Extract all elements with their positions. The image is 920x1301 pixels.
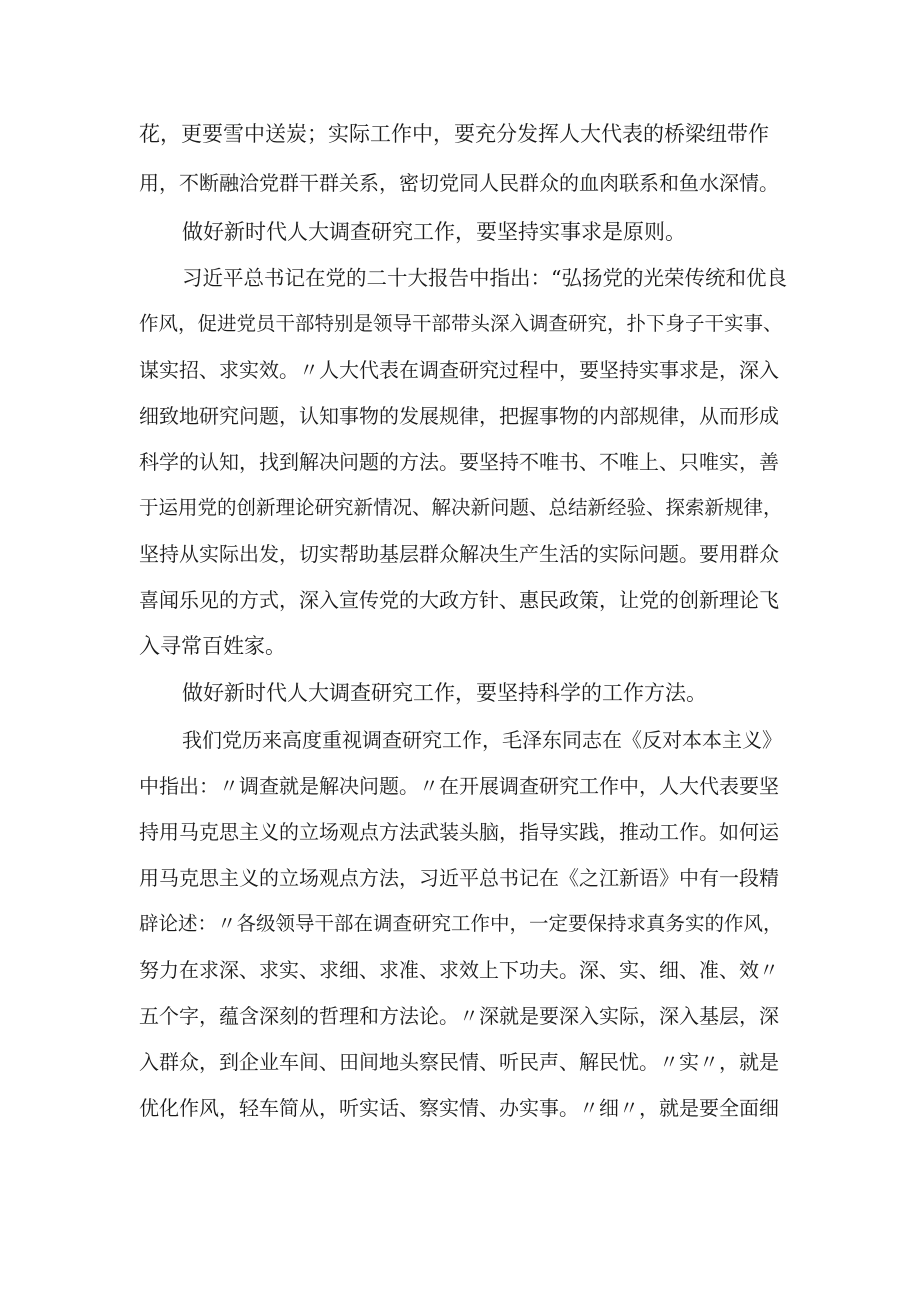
text-line: 努力在求深、求实、求细、求准、求效上下功夫。深、实、细、准、效〃 bbox=[139, 958, 779, 982]
text-line: 入寻常百姓家。 bbox=[139, 634, 286, 658]
text-line: 坚持从实际出发，切实帮助基层群众解决生产生活的实际问题。要用群众 bbox=[139, 542, 779, 566]
text-line: 优化作风，轻车简从，听实话、察实情、办实事。〃细〃，就是要全面细 bbox=[139, 1096, 779, 1120]
text-line: 科学的认知，找到解决问题的方法。要坚持不唯书、不唯上、只唯实，善 bbox=[139, 450, 779, 474]
text-line: 于运用党的创新理论研究新情况、解决新问题、总结新经验、探索新规律， bbox=[139, 496, 783, 519]
text-line: 花，更要雪中送炭；实际工作中，要充分发挥人大代表的桥梁纽带作 bbox=[139, 122, 769, 146]
text-line: 作风，促进党员干部特别是领导干部带头深入调查研究，扑下身子干实事、 bbox=[139, 312, 783, 335]
text-line: 持用马克思主义的立场观点方法武装头脑，指导实践，推动工作。如何运 bbox=[139, 820, 779, 844]
text-line: 我们党历来高度重视调查研究工作，毛泽东同志在《反对本本主义》 bbox=[182, 728, 782, 752]
text-line: 用马克思主义的立场观点方法，习近平总书记在《之江新语》中有一段精 bbox=[139, 866, 779, 890]
section-heading: 做好新时代人大调查研究工作，要坚持科学的工作方法。 bbox=[182, 681, 707, 705]
text-line: 谋实招、求实效。〃人大代表在调查研究过程中，要坚持实事求是，深入 bbox=[139, 358, 779, 382]
text-line: 辟论述：〃各级领导干部在调查研究工作中，一定要保持求真务实的作风， bbox=[139, 912, 783, 935]
text-line: 中指出：〃调查就是解决问题。〃在开展调查研究工作中，人大代表要坚 bbox=[139, 774, 779, 798]
text-line: 习近平总书记在党的二十大报告中指出：“弘扬党的光荣传统和优良 bbox=[182, 266, 787, 290]
text-line: 入群众，到企业车间、田间地头察民情、听民声、解民忧。〃实〃，就是 bbox=[139, 1050, 779, 1074]
text-line: 细致地研究问题，认知事物的发展规律，把握事物的内部规律，从而形成 bbox=[139, 404, 779, 428]
text-line: 五个字，蕴含深刻的哲理和方法论。〃深就是要深入实际，深入基层，深 bbox=[139, 1004, 779, 1028]
text-line: 用，不断融洽党群干群关系，密切党同人民群众的血肉联系和鱼水深情。 bbox=[139, 171, 779, 195]
text-line: 喜闻乐见的方式，深入宣传党的大政方针、惠民政策，让党的创新理论飞 bbox=[139, 588, 779, 612]
section-heading: 做好新时代人大调查研究工作，要坚持实事求是原则。 bbox=[182, 220, 686, 244]
